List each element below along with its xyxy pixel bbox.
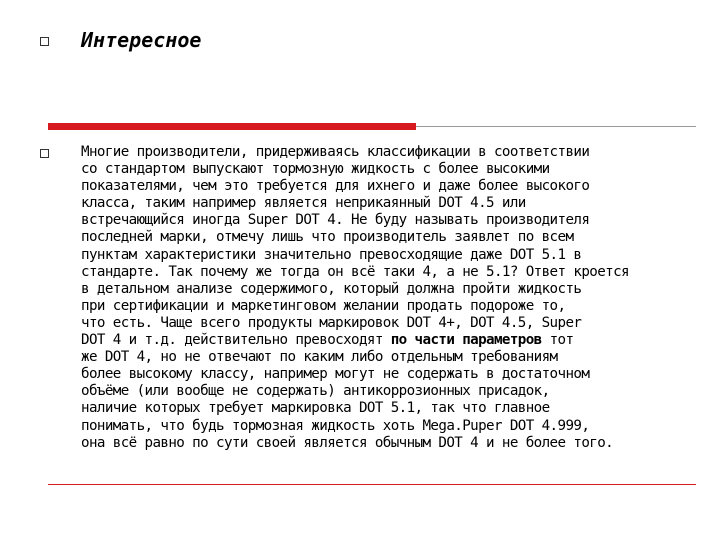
text-segment: DOT 4 и т.д. действительно превосходят bbox=[81, 332, 391, 349]
text-line: понимать, что будь тормозная жидкость хоть Mega.Puper DOT 4.999, bbox=[81, 417, 590, 434]
bottom-divider-line bbox=[48, 484, 696, 485]
body-paragraph bbox=[81, 144, 695, 452]
text-line: показателями, чем это требуется для ихнего и даже более высокого bbox=[81, 178, 590, 195]
text-line: при сертификации и маркетинговом желании продать подороже то, bbox=[81, 297, 566, 314]
text-line-with-emphasis bbox=[81, 332, 695, 349]
text-line: со стандартом выпускают тормозную жидкость с более высокими bbox=[81, 161, 550, 178]
text-line: более высокому классу, например могут не содержать в достаточном bbox=[81, 366, 590, 383]
text-line: последней марки, отмечу лишь что производитель заявлет по всем bbox=[81, 229, 574, 246]
slide-title: Интересное bbox=[81, 28, 202, 52]
bold-emphasis: по части параметров bbox=[390, 332, 542, 349]
text-line: встречающийся иногда Super DOT 4. Не буду называть производителя bbox=[81, 212, 590, 229]
text-line: что есть. Чаще всего продукты маркировок DOT 4+, DOT 4.5, Super bbox=[81, 314, 582, 331]
square-bullet-icon bbox=[40, 37, 49, 46]
square-bullet-icon bbox=[40, 149, 49, 158]
text-line: стандарте. Так почему же тогда он всё таки 4, а не 5.1? Ответ кроется bbox=[81, 263, 629, 280]
text-line: она всё равно по сути своей является обычным DOT 4 и не более того. bbox=[81, 434, 614, 451]
text-line: Многие производители, придерживаясь классификации в соответствии bbox=[81, 144, 590, 160]
accent-bar bbox=[48, 123, 416, 130]
text-line: класса, таким например является неприкаянный DOT 4.5 или bbox=[81, 195, 526, 212]
text-line: объёме (или вообще не содержать) антикоррозионных присадок, bbox=[81, 383, 550, 400]
text-line: в детальном анализе содержимого, который должна пройти жидкость bbox=[81, 280, 582, 297]
text-line: наличие которых требует маркировка DOT 5.1, так что главное bbox=[81, 400, 550, 417]
text-line: же DOT 4, но не отвечают по каким либо отдельным требованиям bbox=[81, 349, 558, 366]
text-line: пунктам характеристики значительно превосходящие даже DOT 5.1 в bbox=[81, 246, 582, 263]
text-segment: тот bbox=[541, 332, 574, 349]
